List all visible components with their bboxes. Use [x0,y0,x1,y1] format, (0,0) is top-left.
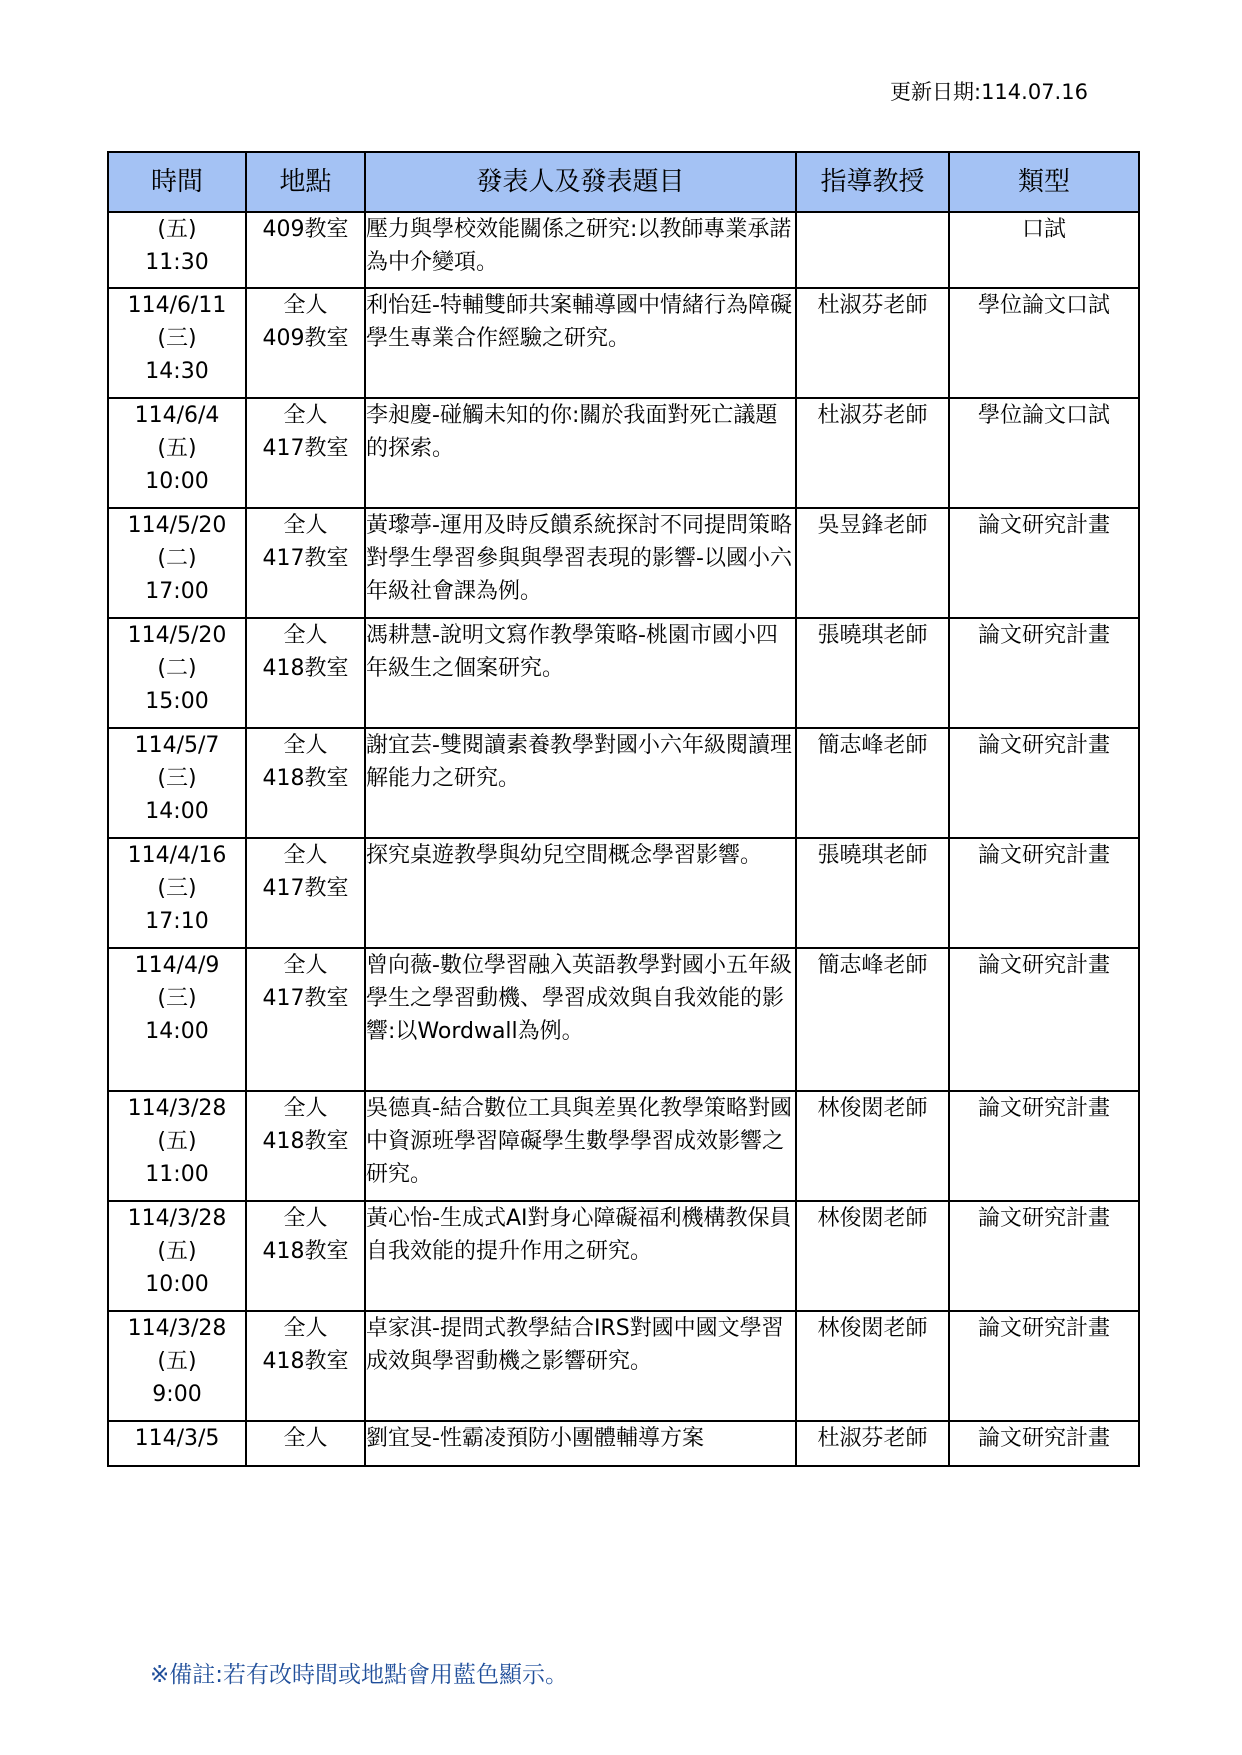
cell-topic: 謝宜芸-雙閱讀素養教學對國小六年級閱讀理解能力之研究。 [365,728,796,838]
table-row [108,948,1139,1091]
cell-time: 114/4/16 (三) 17:10 [108,838,246,948]
cell-advisor: 簡志峰老師 [796,948,949,1091]
cell-place: 全人 409教室 [246,288,365,398]
table-row [108,1091,1139,1201]
table-row [108,212,1139,288]
cell-time: 114/3/28 (五) 10:00 [108,1201,246,1311]
cell-topic: 卓家淇-提問式教學結合IRS對國中國文學習成效與學習動機之影響研究。 [365,1311,796,1421]
cell-topic: 壓力與學校效能關係之研究:以教師專業承諾為中介變項。 [365,212,796,288]
table-row [108,728,1139,838]
cell-type: 論文研究計畫 [949,728,1139,838]
cell-time: 114/5/20 (二) 17:00 [108,508,246,618]
cell-place: 全人 417教室 [246,398,365,508]
cell-topic: 探究桌遊教學與幼兒空間概念學習影響。 [365,838,796,948]
cell-time: 114/3/5 [108,1421,246,1466]
cell-topic: 利怡廷-特輔雙師共案輔導國中情緒行為障礙學生專業合作經驗之研究。 [365,288,796,398]
header-type: 類型 [949,152,1139,212]
cell-advisor: 林俊閎老師 [796,1091,949,1201]
cell-place: 全人 418教室 [246,1091,365,1201]
cell-advisor: 張曉琪老師 [796,618,949,728]
cell-advisor: 林俊閎老師 [796,1311,949,1421]
cell-place: 全人 417教室 [246,948,365,1091]
cell-advisor: 張曉琪老師 [796,838,949,948]
cell-time: 114/5/20 (二) 15:00 [108,618,246,728]
cell-time: 114/6/4 (五) 10:00 [108,398,246,508]
table-row [108,1311,1139,1421]
table-row [108,1421,1139,1466]
table-row [108,398,1139,508]
header-topic: 發表人及發表題目 [365,152,796,212]
cell-place: 全人 418教室 [246,1311,365,1421]
footnote-remark: ※備註:若有改時間或地點會用藍色顯示。 [150,1662,569,1688]
cell-advisor: 杜淑芬老師 [796,1421,949,1466]
cell-type: 論文研究計畫 [949,1091,1139,1201]
cell-type: 論文研究計畫 [949,1421,1139,1466]
cell-time: 114/5/7 (三) 14:00 [108,728,246,838]
cell-topic: 黃心怡-生成式AI對身心障礙福利機構教保員自我效能的提升作用之研究。 [365,1201,796,1311]
cell-type: 論文研究計畫 [949,1201,1139,1311]
cell-topic: 李昶慶-碰觸未知的你:關於我面對死亡議題的探索。 [365,398,796,508]
cell-topic: 吳德真-結合數位工具與差異化教學策略對國中資源班學習障礙學生數學學習成效影響之研究。 [365,1091,796,1201]
cell-topic: 劉宜旻-性霸凌預防小團體輔導方案 [365,1421,796,1466]
header-place: 地點 [246,152,365,212]
cell-place: 全人 418教室 [246,618,365,728]
cell-time: 114/4/9 (三) 14:00 [108,948,246,1091]
cell-advisor: 林俊閎老師 [796,1201,949,1311]
cell-type: 論文研究計畫 [949,508,1139,618]
cell-type: 論文研究計畫 [949,1311,1139,1421]
cell-advisor: 杜淑芬老師 [796,288,949,398]
header-advisor: 指導教授 [796,152,949,212]
presentation-schedule-table [107,151,1140,1467]
cell-type: 論文研究計畫 [949,948,1139,1091]
table-row [108,288,1139,398]
cell-time: 114/3/28 (五) 9:00 [108,1311,246,1421]
cell-advisor [796,212,949,288]
cell-place: 全人 418教室 [246,1201,365,1311]
cell-place: 全人 418教室 [246,728,365,838]
header-time: 時間 [108,152,246,212]
cell-place: 全人 417教室 [246,838,365,948]
cell-topic: 黃瓈葶-運用及時反饋系統探討不同提問策略對學生學習參與與學習表現的影響-以國小六年級社會課為例。 [365,508,796,618]
table-header-row [108,152,1139,212]
cell-time: (五) 11:30 [108,212,246,288]
cell-type: 學位論文口試 [949,288,1139,398]
cell-topic: 曾向薇-數位學習融入英語教學對國小五年級學生之學習動機、學習成效與自我效能的影響:以Wordwall為例。 [365,948,796,1091]
cell-advisor: 簡志峰老師 [796,728,949,838]
cell-topic: 馮耕慧-說明文寫作教學策略-桃園市國小四年級生之個案研究。 [365,618,796,728]
table-row [108,1201,1139,1311]
cell-type: 論文研究計畫 [949,838,1139,948]
cell-advisor: 吳昱鋒老師 [796,508,949,618]
cell-type: 學位論文口試 [949,398,1139,508]
cell-place: 409教室 [246,212,365,288]
cell-time: 114/6/11 (三) 14:30 [108,288,246,398]
table-row [108,618,1139,728]
table-row [108,838,1139,948]
cell-type: 口試 [949,212,1139,288]
cell-time: 114/3/28 (五) 11:00 [108,1091,246,1201]
cell-type: 論文研究計畫 [949,618,1139,728]
update-date: 更新日期:114.07.16 [890,80,1088,104]
cell-advisor: 杜淑芬老師 [796,398,949,508]
cell-place: 全人 [246,1421,365,1466]
cell-place: 全人 417教室 [246,508,365,618]
table-row [108,508,1139,618]
